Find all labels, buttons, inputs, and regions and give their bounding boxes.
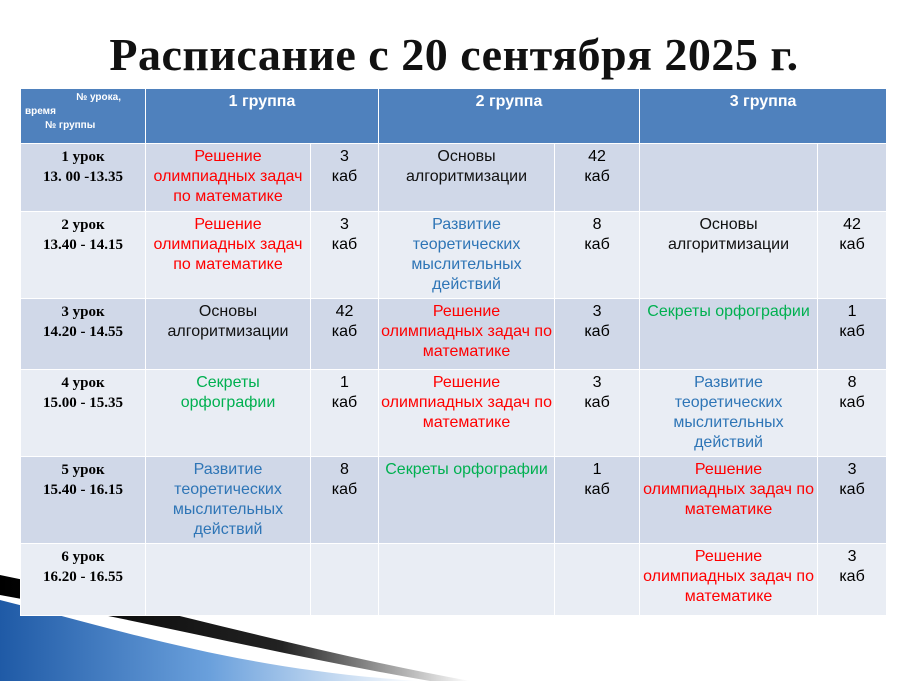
subject-cell: Основы алгоритмизации [640, 212, 818, 299]
lesson-time: 16.20 - 16.55 [43, 569, 123, 585]
subject-cell: Основы алгоритмизации [379, 144, 555, 212]
header-row [21, 89, 887, 144]
subject-cell: Развитие теоретических мыслительных действий [379, 212, 555, 299]
subject-cell: Решение олимпиадных задач по математике [379, 370, 555, 457]
room-number: 3 [340, 216, 349, 233]
room-number: 3 [592, 374, 602, 391]
header-group-3: 3 группа [640, 89, 887, 144]
subject-cell: Решение олимпиадных задач по математике [146, 144, 311, 212]
corner-lesson-label: № урока, [76, 92, 121, 103]
lesson-time: 15.40 - 16.15 [43, 482, 123, 498]
room-unit: каб [839, 236, 865, 253]
room-unit: каб [839, 394, 865, 411]
subject-cell: Развитие теоретических мыслительных действий [146, 457, 311, 544]
room-unit: каб [584, 323, 610, 340]
subject-cell [640, 144, 818, 212]
room-number: 1 [847, 303, 857, 320]
table-row [21, 212, 887, 299]
table-row [21, 144, 887, 212]
room-number: 42 [335, 303, 354, 320]
room-number: 3 [847, 461, 857, 478]
lesson-time-cell [21, 212, 146, 299]
room-cell [555, 370, 640, 457]
subject-cell: Развитие теоретических мыслительных действий [640, 370, 818, 457]
room-unit: каб [584, 394, 610, 411]
subject-cell: Решение олимпиадных задач по математике [640, 457, 818, 544]
room-unit: каб [331, 236, 358, 253]
room-cell [818, 212, 887, 299]
room-unit: каб [839, 568, 865, 585]
lesson-number: 6 урок [61, 549, 105, 565]
room-cell [311, 457, 379, 544]
schedule-table [20, 88, 887, 616]
subject-cell: Секреты орфографии [146, 370, 311, 457]
lesson-number: 5 урок [61, 462, 105, 478]
room-cell [311, 299, 379, 370]
room-number: 8 [340, 461, 349, 478]
room-number: 42 [843, 216, 861, 233]
table-row [21, 544, 887, 616]
lesson-time: 15.00 - 15.35 [43, 395, 123, 411]
room-cell [555, 144, 640, 212]
room-unit: каб [331, 168, 358, 185]
room-unit: каб [584, 168, 610, 185]
subject-cell: Решение олимпиадных задач по математике [379, 299, 555, 370]
room-number: 1 [340, 374, 349, 391]
header-group-1: 1 группа [146, 89, 379, 144]
lesson-time-cell [21, 144, 146, 212]
room-unit: каб [584, 481, 610, 498]
lesson-number: 3 урок [61, 304, 105, 320]
lesson-time: 14.20 - 14.55 [43, 324, 123, 340]
table-row [21, 370, 887, 457]
room-number: 1 [592, 461, 602, 478]
subject-cell: Решение олимпиадных задач по математике [640, 544, 818, 616]
subject-cell: Решение олимпиадных задач по математике [146, 212, 311, 299]
corner-time-label: время [25, 106, 56, 117]
room-cell [818, 457, 887, 544]
lesson-time: 13.40 - 14.15 [43, 237, 123, 253]
room-cell [818, 544, 887, 616]
lesson-number: 4 урок [61, 375, 105, 391]
room-number: 3 [340, 148, 349, 165]
room-number: 8 [847, 374, 857, 391]
subject-cell: Секреты орфографии [379, 457, 555, 544]
room-cell [311, 144, 379, 212]
room-cell [818, 370, 887, 457]
room-cell [555, 212, 640, 299]
room-cell [555, 299, 640, 370]
room-cell [555, 544, 640, 616]
lesson-time-cell [21, 370, 146, 457]
table-row [21, 299, 887, 370]
room-number: 3 [847, 548, 857, 565]
header-corner [21, 89, 146, 144]
room-unit: каб [839, 481, 865, 498]
room-cell [818, 299, 887, 370]
subject-cell: Секреты орфографии [640, 299, 818, 370]
lesson-number: 2 урок [61, 217, 105, 233]
lesson-time-cell [21, 544, 146, 616]
room-cell [818, 144, 887, 212]
lesson-number: 1 урок [61, 149, 105, 165]
room-number: 8 [592, 216, 602, 233]
room-unit: каб [331, 481, 358, 498]
subject-cell [146, 544, 311, 616]
room-unit: каб [331, 323, 358, 340]
page-title: Расписание с 20 сентября 2025 г. [109, 29, 799, 80]
subject-cell [379, 544, 555, 616]
room-cell [311, 370, 379, 457]
subject-cell: Основы алгоритмизации [146, 299, 311, 370]
room-unit: каб [584, 236, 610, 253]
table-row [21, 457, 887, 544]
room-unit: каб [331, 394, 358, 411]
lesson-time-cell [21, 457, 146, 544]
lesson-time-cell [21, 299, 146, 370]
room-number: 3 [592, 303, 602, 320]
room-cell [311, 544, 379, 616]
lesson-time: 13. 00 -13.35 [43, 169, 123, 185]
room-number: 42 [588, 148, 606, 165]
header-group-2: 2 группа [379, 89, 640, 144]
room-unit: каб [839, 323, 865, 340]
room-cell [555, 457, 640, 544]
corner-group-label: № группы [45, 120, 96, 131]
room-cell [311, 212, 379, 299]
